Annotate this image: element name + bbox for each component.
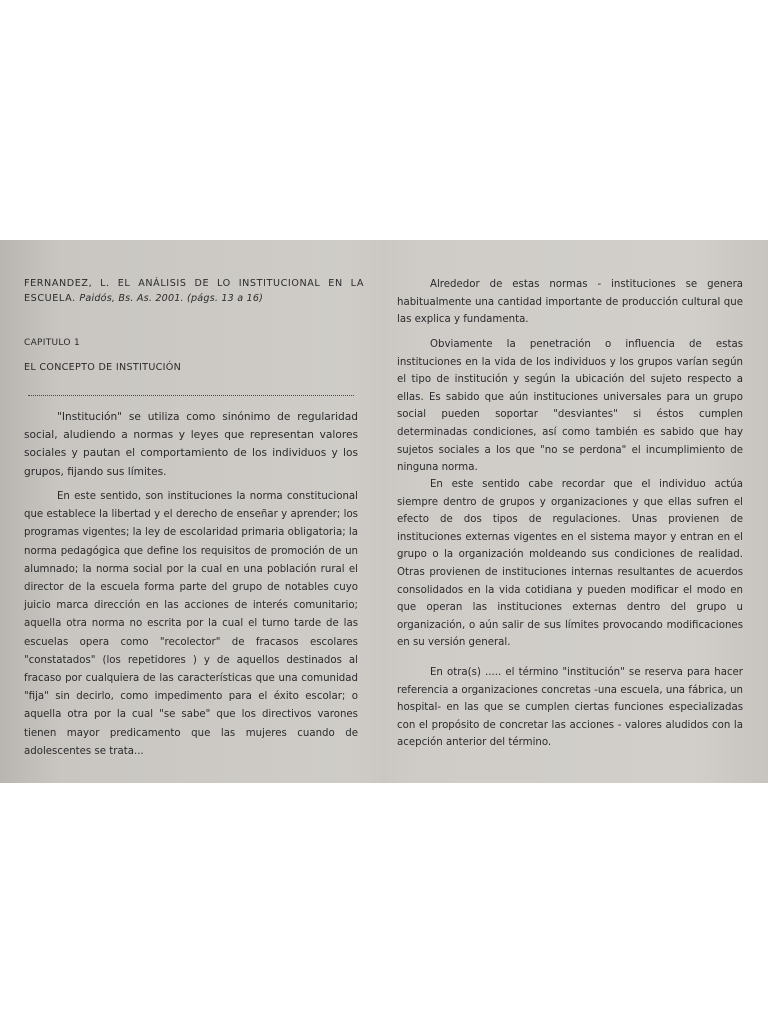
- dotted-divider: [28, 395, 354, 396]
- citation-publisher: Paidós, Bs. As. 2001. (págs. 13 a 16): [79, 293, 264, 304]
- right-paragraph-4: En otra(s) ..... el término "institución" se reserva para hacer referencia a organizaciones concretas -una escuela, una fábrica, un hospital- en las que se cumplen ciertas funciones especializadas con el propósito de concretar las acciones - valores aludidos con la acepción anterior del término.: [397, 667, 743, 749]
- left-paragraph-2: En este sentido, son instituciones la norma constitucional que establece la libertad y el derecho de enseñar y aprender; los programas vigentes; la ley de escolaridad primaria obligatoria; la norma pedagógica que define los requisitos de promoción de un alumnado; la norma social por la cual en una población rural el director de la escuela forma parte del grupo de notables cuyo juicio marca dirección en las acciones de interés comunitario; aquella otra norma no escrita por la cual el turno tarde de las escuelas opera como "recolector" de fracasos escolares "constatados" (los repetidores ) y de aquellos destinados al fracaso por cualquiera de las características que una comunidad "fija" sin decirlo, como impedimento para el éxito escolar; o aquella otra por la cual "se sabe" que los directivos varones tienen mayor predicamento que las mujeres cuando de adolescentes se trata...: [24, 491, 358, 757]
- chapter-label: CAPITULO 1: [24, 338, 80, 348]
- citation-main: FERNANDEZ, L. EL ANÁLISIS DE LO INSTITUCIONAL EN LA ESCUELA.: [24, 278, 364, 304]
- scanned-document: [0, 240, 768, 783]
- right-paragraph-1: Alrededor de estas normas - instituciones se genera habitualmente una cantidad importante de producción cultural que las explica y fundamenta.: [397, 279, 743, 326]
- citation: [24, 276, 364, 306]
- chapter-title: EL CONCEPTO DE INSTITUCIÓN: [24, 362, 182, 373]
- right-paragraph-2: Obviamente la penetración o influencia de estas instituciones en la vida de los individuos y los grupos varían según el tipo de institución y según la ubicación del sujeto respecto a ellas. Es sabido que aún instituciones universales para un grupo social pueden soportar "desviantes" si éstos cumplen determinadas condiciones, así como también es sabido que hay sujetos sociales a los que "no se perdona" el incumplimiento de ninguna norma.: [397, 339, 743, 474]
- right-paragraph-3: En este sentido cabe recordar que el individuo actúa siempre dentro de grupos y organizaciones y que ellas sufren el efecto de dos tipos de regulaciones. Unas provienen de instituciones externas vigentes en el sistema mayor y entran en el grupo o la organización moldeando sus condiciones de realidad. Otras provienen de instituciones internas resultantes de acuerdos consolidados en la vida cotidiana y pueden modificar el modo en que operan las instituciones externas dentro del grupo u organización, o aún salir de sus límites provocando modificaciones en su versión general.: [397, 479, 743, 649]
- left-paragraph-1: "Institución" se utiliza como sinónimo de regularidad social, aludiendo a normas y leyes que representan valores sociales y pautan el comportamiento de los individuos y los grupos, fijando sus límites.: [24, 411, 358, 478]
